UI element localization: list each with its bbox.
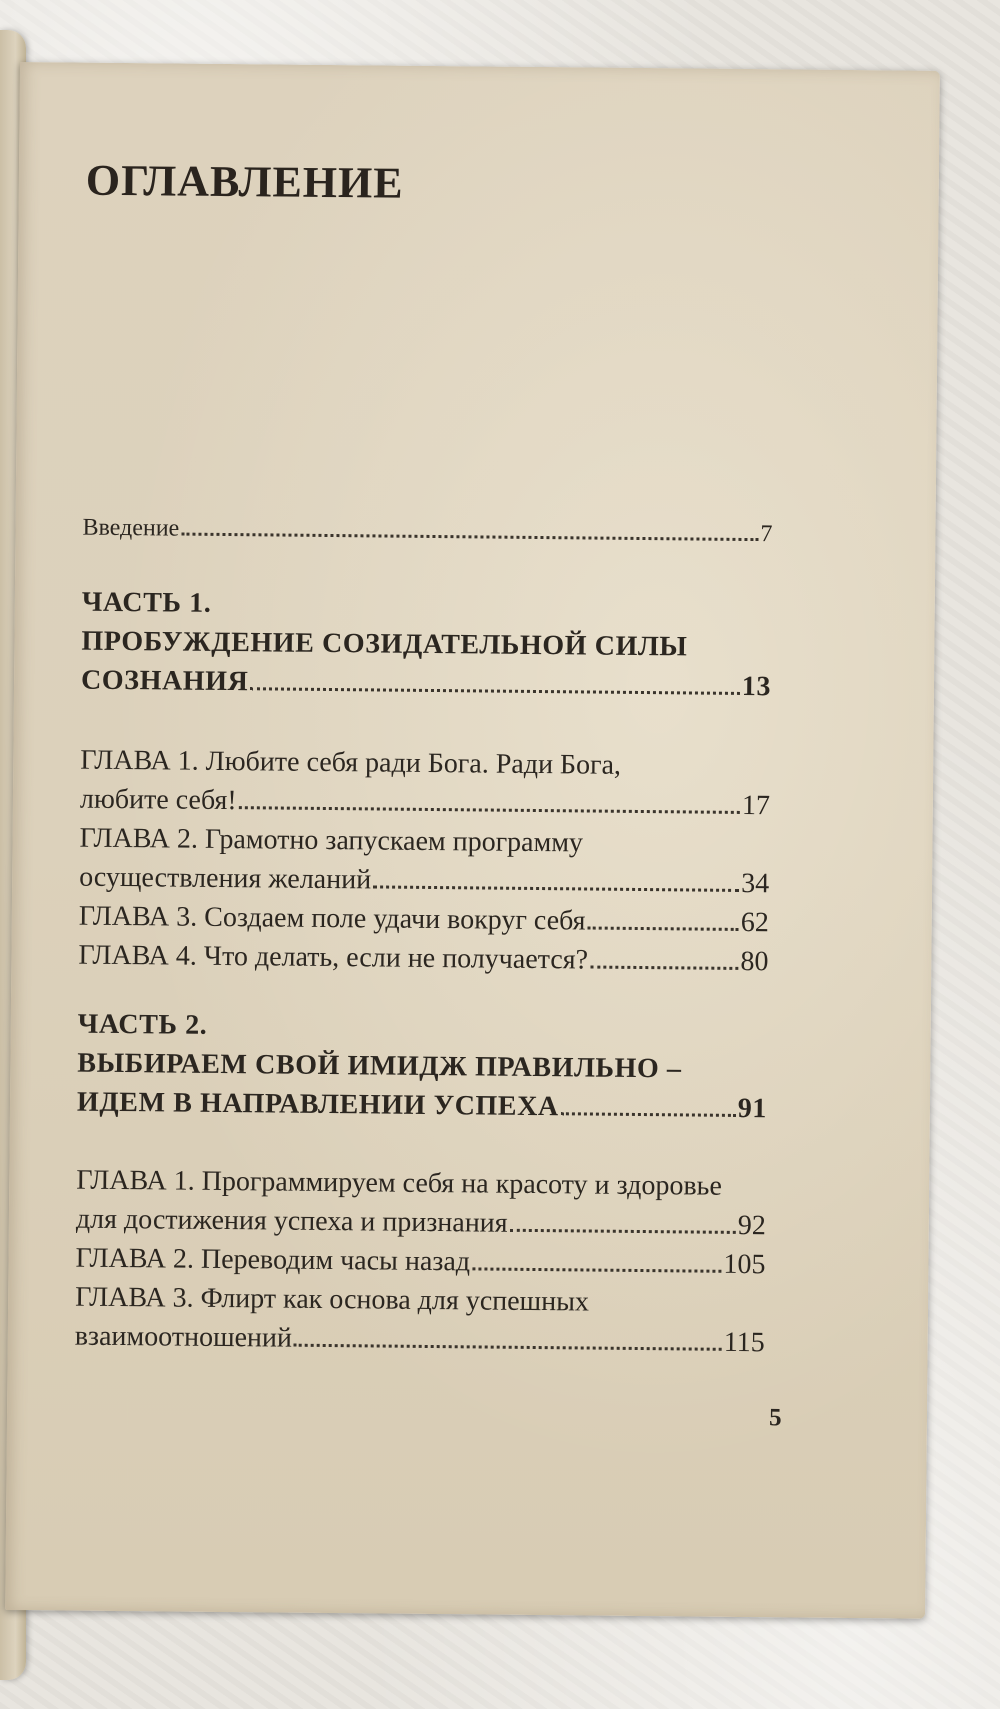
toc-entry-part2 xyxy=(77,1087,767,1126)
dot-leader xyxy=(250,687,739,695)
part1-label: ЧАСТЬ 1. xyxy=(81,586,212,619)
toc-entry-part2-chapter3 xyxy=(75,1321,765,1360)
part2-chapter3-line2: взаимоотношений xyxy=(74,1320,293,1354)
part2-title-line1: ВЫБИРАЕМ СВОЙ ИМИДЖ ПРАВИЛЬНО – xyxy=(77,1047,682,1085)
part1-chapter4-label: ГЛАВА 4. Что делать, если не получается? xyxy=(78,939,589,976)
toc-entry-part1-chapter1 xyxy=(80,784,770,823)
dot-leader xyxy=(294,1344,722,1351)
toc-page-number: 17 xyxy=(741,789,771,822)
toc-entry-label: Введение xyxy=(82,514,180,542)
dot-leader xyxy=(587,926,738,930)
dot-leader xyxy=(561,1112,736,1117)
part2-chapter1-line2: для достижения успеха и признания xyxy=(75,1203,508,1239)
part2-chapter3-line1: ГЛАВА 3. Флирт как основа для успешных xyxy=(74,1281,590,1318)
toc-entry-part1 xyxy=(81,665,771,704)
toc-page-number: 105 xyxy=(723,1248,766,1281)
toc-page-number: 13 xyxy=(741,670,772,703)
part1-title-line1: ПРОБУЖДЕНИЕ СОЗИДАТЕЛЬНОЙ СИЛЫ xyxy=(81,625,688,663)
page-title: ОГЛАВЛЕНИЕ xyxy=(85,155,404,208)
toc-page-number: 91 xyxy=(737,1092,768,1125)
part2-chapter2-label: ГЛАВА 2. Переводим часы назад xyxy=(75,1242,471,1278)
dot-leader xyxy=(510,1229,736,1234)
part1-chapter2-line2: осуществления желаний xyxy=(79,861,372,896)
book-page xyxy=(5,62,940,1619)
dot-leader xyxy=(239,806,740,814)
toc-page-number: 34 xyxy=(740,867,770,900)
part1-chapter1-line2: любите себя! xyxy=(79,783,237,817)
toc-entry-part1-chapter2 xyxy=(79,862,769,901)
part1-title-line2: СОЗНАНИЯ xyxy=(80,664,249,698)
part1-chapter1-line1: ГЛАВА 1. Любите себя ради Бога. Ради Бога, xyxy=(80,744,622,781)
dot-leader xyxy=(472,1267,721,1272)
part2-label: ЧАСТЬ 2. xyxy=(77,1008,208,1041)
toc-entry-part1-chapter4 xyxy=(78,940,768,979)
toc-entry-part2-chapter1 xyxy=(76,1204,766,1243)
page-number: 5 xyxy=(768,1404,782,1432)
part2-title-line2: ИДЕМ В НАПРАВЛЕНИИ УСПЕХА xyxy=(76,1086,559,1123)
toc-entry-part2-chapter2 xyxy=(75,1243,765,1282)
toc-entry-introduction xyxy=(82,515,772,549)
toc-entry-part1-chapter3 xyxy=(79,901,769,940)
toc-page-number: 80 xyxy=(740,945,769,978)
dot-leader xyxy=(590,966,738,970)
toc-page-number: 115 xyxy=(723,1326,765,1359)
part1-chapter3-label: ГЛАВА 3. Создаем поле удачи вокруг себя xyxy=(78,900,586,937)
dot-leader xyxy=(373,885,739,892)
toc-page-number: 7 xyxy=(760,521,773,548)
toc-page-number: 62 xyxy=(740,906,769,939)
toc-page-number: 92 xyxy=(737,1209,767,1242)
part1-chapter2-line1: ГЛАВА 2. Грамотно запускаем программу xyxy=(79,822,584,859)
dot-leader xyxy=(181,533,758,542)
part2-chapter1-line1: ГЛАВА 1. Программируем себя на красоту и здоровье xyxy=(76,1164,722,1202)
